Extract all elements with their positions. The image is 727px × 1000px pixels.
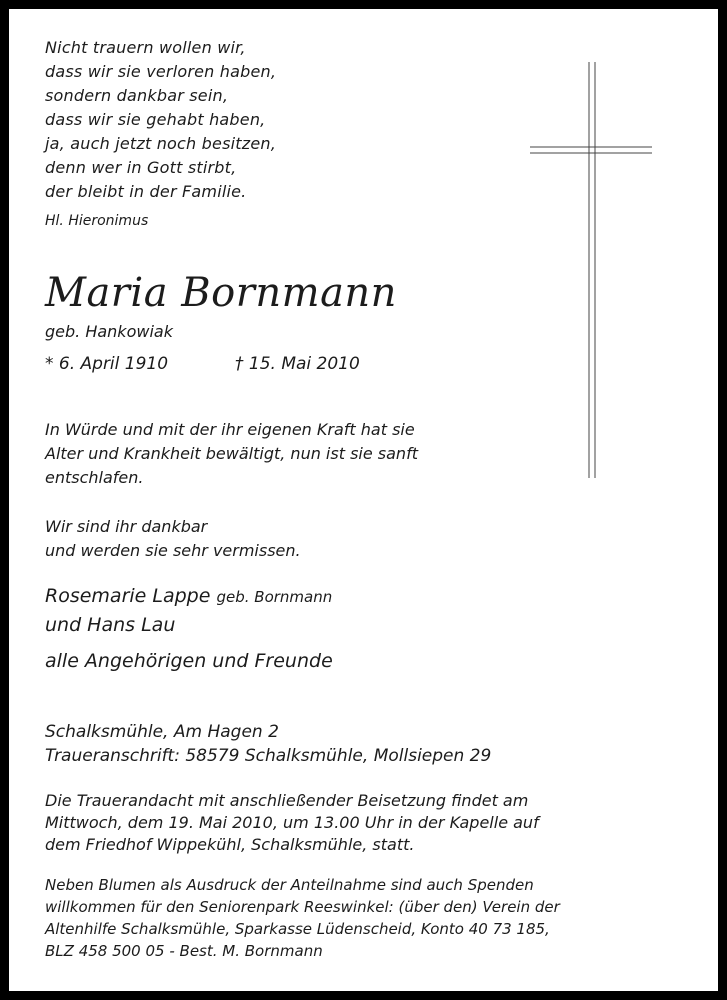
poem-line: denn wer in Gott stirbt,	[45, 158, 237, 177]
poem-line: der bleibt in der Familie.	[45, 182, 247, 201]
poem-line: dass wir sie gehabt haben,	[45, 110, 266, 129]
mourner-line-3: alle Angehörigen und Freunde	[45, 650, 333, 672]
paragraph-dignity	[45, 418, 418, 490]
poem-line: dass wir sie verloren haben,	[45, 62, 277, 81]
ceremony-line: Mittwoch, dem 19. Mai 2010, um 13.00 Uhr in der Kapelle auf	[45, 813, 539, 832]
ceremony-block	[45, 790, 539, 856]
birth-date: * 6. April 1910	[45, 354, 169, 374]
death-date: † 15. Mai 2010	[235, 354, 360, 374]
maiden-name: geb. Hankowiak	[45, 322, 173, 341]
paragraph-gratitude	[45, 515, 301, 563]
poem-line: sondern dankbar sein,	[45, 86, 229, 105]
address-block	[45, 720, 491, 768]
mourner-line-1	[45, 585, 332, 607]
poem	[45, 36, 276, 204]
poem-attribution: Hl. Hieronimus	[45, 213, 149, 229]
text-line: Alter und Krankheit bewältigt, nun ist sie sanft	[45, 444, 418, 463]
text-line: Wir sind ihr dankbar	[45, 517, 208, 536]
poem-line: ja, auch jetzt noch besitzen,	[45, 134, 276, 153]
mourner-maiden-name: geb. Bornmann	[216, 588, 333, 606]
text-line: und werden sie sehr vermissen.	[45, 541, 301, 560]
donation-line: BLZ 458 500 05 - Best. M. Bornmann	[45, 942, 323, 960]
mourner-line-2: und Hans Lau	[45, 614, 176, 636]
deceased-name: Maria Bornmann	[45, 270, 397, 316]
donation-block	[45, 874, 560, 962]
address-line: Traueranschrift: 58579 Schalksmühle, Mollsiepen 29	[45, 746, 492, 766]
ceremony-line: dem Friedhof Wippekühl, Schalksmühle, statt.	[45, 835, 415, 854]
mourner-name: Rosemarie Lappe	[45, 585, 211, 607]
address-line: Schalksmühle, Am Hagen 2	[45, 722, 279, 742]
text-line: entschlafen.	[45, 468, 144, 487]
ceremony-line: Die Trauerandacht mit anschließender Beisetzung findet am	[45, 791, 529, 810]
life-dates	[45, 354, 360, 374]
donation-line: Neben Blumen als Ausdruck der Anteilnahme sind auch Spenden	[45, 876, 534, 894]
poem-line: Nicht trauern wollen wir,	[45, 38, 246, 57]
text-line: In Würde und mit der ihr eigenen Kraft hat sie	[45, 420, 415, 439]
donation-line: Altenhilfe Schalksmühle, Sparkasse Lüdenscheid, Konto 40 73 185,	[45, 920, 550, 938]
donation-line: willkommen für den Seniorenpark Reeswinkel: (über den) Verein der	[45, 898, 560, 916]
